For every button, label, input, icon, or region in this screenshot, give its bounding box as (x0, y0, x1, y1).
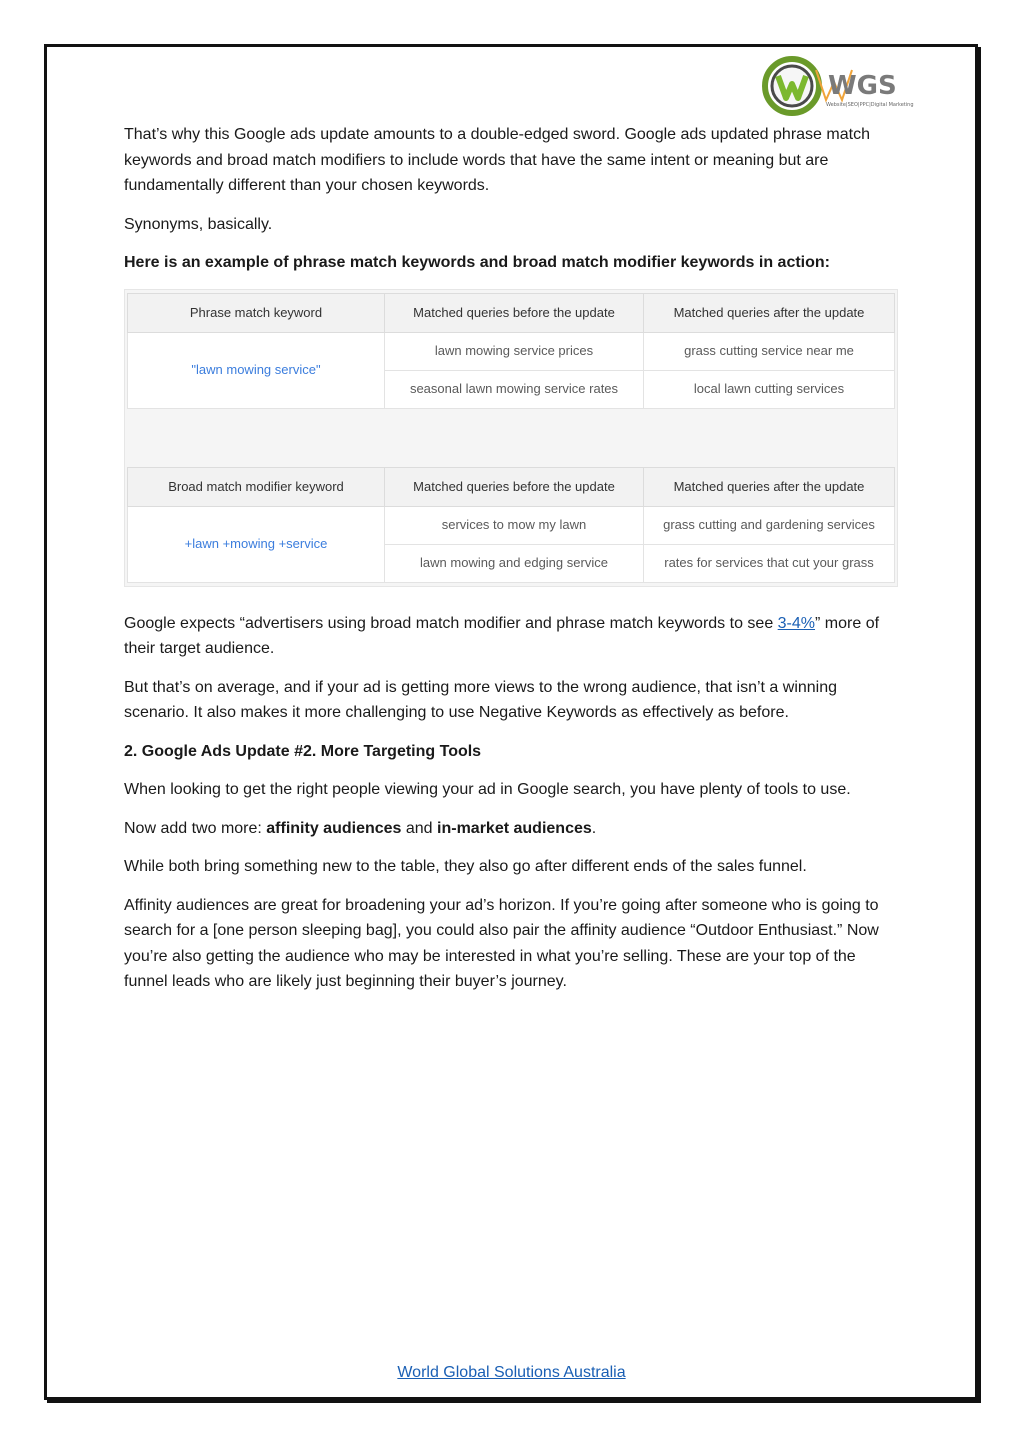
table-cell: local lawn cutting services (644, 370, 895, 408)
paragraph-heading: Here is an example of phrase match keywords and broad match modifier keywords in action: (124, 254, 830, 271)
spacer (125, 412, 897, 464)
keyword-cell: "lawn mowing service" (128, 332, 385, 408)
keyword-example-image (124, 289, 898, 587)
table-cell: grass cutting service near me (644, 332, 895, 370)
wgs-logo (762, 56, 932, 118)
text-span: Now add two more: (124, 819, 267, 837)
paragraph: When looking to get the right people viewing your ad in Google search, you have plenty of tools to use. (124, 781, 851, 798)
footer-link[interactable]: World Global Solutions Australia (397, 1364, 626, 1381)
table-header: Broad match modifier keyword (128, 467, 385, 506)
document-body (124, 122, 900, 1008)
footer (0, 1364, 1023, 1382)
bold-term: affinity audiences (266, 819, 402, 837)
broad-match-table (127, 467, 895, 583)
svg-text:Website|SEO|PPC|Digital Market: Website|SEO|PPC|Digital Marketing (826, 102, 914, 108)
table-header: Matched queries after the update (644, 293, 895, 332)
table-cell: grass cutting and gardening services (644, 506, 895, 544)
phrase-match-table (127, 293, 895, 409)
paragraph (124, 816, 900, 842)
paragraph: Affinity audiences are great for broadening your ad’s horizon. If you’re going after someone who is going to search for a [one person sleeping bag], you could also pair the affinity audience “Outdoor Enthusiast.” Now you’re also getting the audience who may be interested in what you’re selling. These are your top of the funnel leads who are likely just beginning their buyer’s journey. (124, 896, 879, 990)
table-cell: rates for services that cut your grass (644, 544, 895, 582)
text-span: . (591, 819, 597, 837)
table-header: Matched queries after the update (644, 467, 895, 506)
section-heading: 2. Google Ads Update #2. More Targeting Tools (124, 742, 482, 760)
paragraph: That’s why this Google ads update amounts to a double-edged sword. Google ads updated phrase match keywords and broad match modifiers to include words that have the same intent or meaning but are fundamentally different than your chosen keywords. (124, 126, 870, 194)
table-cell: seasonal lawn mowing service rates (385, 370, 644, 408)
text-span: Google expects “advertisers using broad match modifier and phrase match keywords to see (124, 614, 778, 632)
bold-term: in-market audiences (437, 819, 592, 837)
table-cell: services to mow my lawn (385, 506, 644, 544)
paragraph: But that’s on average, and if your ad is getting more views to the wrong audience, that isn’t a winning scenario. It also makes it more challenging to use Negative Keywords as effectively as before. (124, 678, 838, 721)
table-header: Phrase match keyword (128, 293, 385, 332)
table-header: Matched queries before the update (385, 467, 644, 506)
table-header: Matched queries before the update (385, 293, 644, 332)
text-span: ” more of their target audience. (124, 614, 880, 657)
paragraph (124, 611, 900, 662)
stat-link[interactable]: 3-4% (777, 614, 816, 632)
table-cell: lawn mowing service prices (385, 332, 644, 370)
svg-text:WGS: WGS (828, 71, 897, 101)
table-cell: lawn mowing and edging service (385, 544, 644, 582)
paragraph: Synonyms, basically. (124, 215, 273, 233)
paragraph: While both bring something new to the table, they also go after different ends of the sales funnel. (124, 858, 807, 875)
text-span: and (401, 819, 438, 837)
keyword-cell: +lawn +mowing +service (128, 506, 385, 582)
